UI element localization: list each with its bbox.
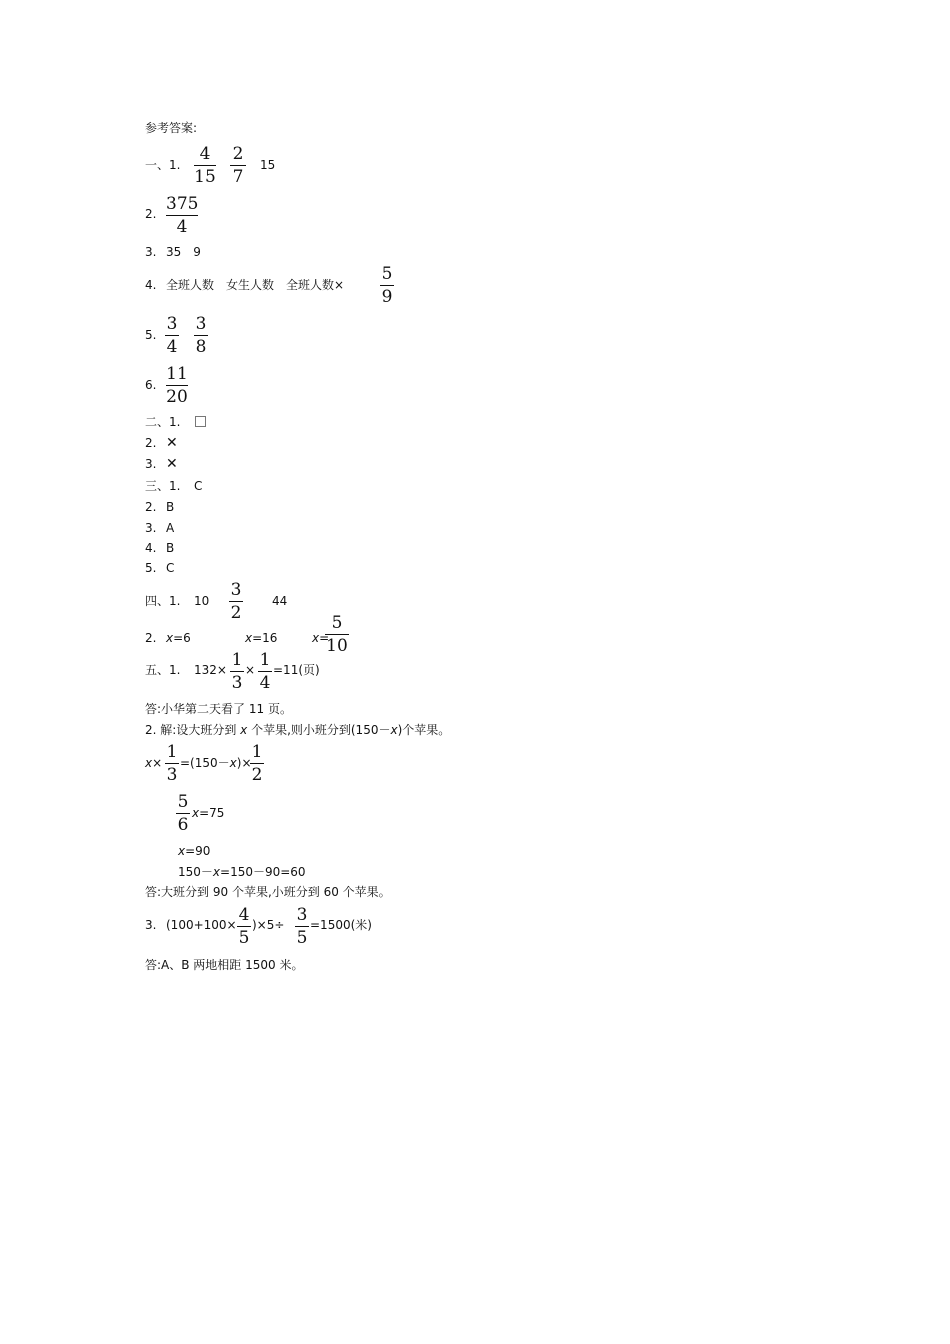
s1-q1-fraction-1 <box>194 144 216 187</box>
numerator: 4 <box>199 144 211 164</box>
answer-heading: 参考答案: <box>145 121 198 135</box>
variable-x: x <box>178 844 186 858</box>
s5-q2-eq4 <box>178 865 306 879</box>
s4-q2-label: 2. <box>145 631 157 645</box>
s1-q1-answer: 15 <box>260 158 276 172</box>
s5-q1-expr-a: 132× <box>194 663 227 677</box>
value: = <box>319 631 330 645</box>
variable-x: x <box>145 756 153 770</box>
s5-q3-expr-a: (100+100× <box>166 918 237 932</box>
s5-q3-expr-c: =1500(米) <box>310 918 372 932</box>
s3-q5-answer: C <box>166 561 175 575</box>
s5-q2-answer: 答:大班分到 90 个苹果,小班分到 60 个苹果。 <box>145 885 391 899</box>
expr: =(150－ <box>180 756 230 770</box>
numerator: 1 <box>259 650 271 670</box>
s5-q2-intro <box>145 723 450 737</box>
variable-x: x <box>212 865 221 879</box>
s5-q1-label: 五、1. <box>145 663 181 677</box>
s5-q2-eq1-b <box>180 756 252 770</box>
s1-q3-answer: 35 9 <box>166 245 201 259</box>
s3-q2-answer: B <box>166 500 175 514</box>
denominator: 4 <box>259 673 271 693</box>
s5-q1-fraction-1 <box>230 650 244 693</box>
s3-q5-label: 5. <box>145 561 157 575</box>
numerator: 375 <box>166 194 199 214</box>
s5-q2-eq2-fraction <box>176 792 190 835</box>
denominator: 6 <box>177 815 189 835</box>
s1-q6-label: 6. <box>145 378 157 392</box>
denominator: 8 <box>195 337 207 357</box>
s1-q4-answer: 全班人数 女生人数 全班人数× <box>166 278 345 292</box>
s4-q1-answer-c: 44 <box>272 594 288 608</box>
denominator: 2 <box>230 603 242 623</box>
s1-q4-label: 4. <box>145 278 157 292</box>
denominator: 10 <box>326 636 348 656</box>
denominator: 3 <box>166 765 178 785</box>
s5-q2-eq1-fraction-2 <box>250 742 264 785</box>
numerator: 1 <box>231 650 243 670</box>
s1-q2-label: 2. <box>145 207 157 221</box>
s2-q2-label: 2. <box>145 436 157 450</box>
s2-q3-label: 3. <box>145 457 157 471</box>
s5-q1-fraction-2 <box>258 650 272 693</box>
s4-q2-clipped-fraction-region <box>325 613 351 656</box>
s2-q1-label: 二、1. <box>145 415 181 429</box>
numerator: 3 <box>230 580 242 600</box>
s3-q1-label: 三、1. <box>145 479 181 493</box>
expr: =75 <box>199 806 225 820</box>
denominator: 7 <box>232 167 244 187</box>
s4-q2-answer-b <box>245 631 277 645</box>
s4-q2-answer-a <box>166 631 191 645</box>
denominator: 15 <box>194 167 216 187</box>
s1-q1-label: 一、1. <box>145 158 181 172</box>
s2-q2-cross-icon: ✕ <box>166 435 178 451</box>
s4-q2-fraction <box>325 613 349 656</box>
variable-x: x <box>312 631 320 645</box>
denominator: 4 <box>176 217 188 237</box>
s1-q1-fraction-2 <box>230 144 246 187</box>
variable-x: x <box>240 723 248 737</box>
intro-text: 解:设大班分到 <box>160 723 241 737</box>
variable-x: x <box>229 756 237 770</box>
intro-text: 个苹果,则小班分到(150－ <box>247 723 391 737</box>
s3-q1-answer: C <box>194 479 203 493</box>
numerator: 5 <box>331 613 343 633</box>
numerator: 1 <box>166 742 178 762</box>
operator: × <box>152 756 163 770</box>
s5-q3-label: 3. <box>145 918 157 932</box>
s2-q3-cross-icon: ✕ <box>166 456 178 472</box>
s5-q3-fraction-1 <box>237 905 251 948</box>
s5-q3-fraction-2 <box>295 905 309 948</box>
expr: =150－90=60 <box>220 865 306 879</box>
s5-q3-answer: 答:A、B 两地相距 1500 米。 <box>145 958 304 972</box>
s1-q3-label: 3. <box>145 245 157 259</box>
value: =6 <box>173 631 191 645</box>
s3-q4-label: 4. <box>145 541 157 555</box>
variable-x: x <box>390 723 398 737</box>
s5-q1-answer: 答:小华第二天看了 11 页。 <box>145 702 292 716</box>
s3-q3-label: 3. <box>145 521 157 535</box>
s5-q3-expr-b: )×5÷ <box>252 918 285 932</box>
s5-q1-expr-c: =11(页) <box>273 663 320 677</box>
variable-x: x <box>192 806 200 820</box>
s3-q2-label: 2. <box>145 500 157 514</box>
s4-q1-answer-a: 10 <box>194 594 210 608</box>
numerator: 3 <box>166 314 178 334</box>
denominator: 5 <box>296 928 308 948</box>
denominator: 3 <box>231 673 243 693</box>
numerator: 4 <box>238 905 250 925</box>
s1-q5-fraction-2 <box>194 314 208 357</box>
value: =16 <box>252 631 278 645</box>
s5-q2-eq2 <box>192 806 224 820</box>
s5-q1-expr-b: × <box>245 663 256 677</box>
denominator: 20 <box>166 387 188 407</box>
numerator: 3 <box>195 314 207 334</box>
numerator: 5 <box>381 264 393 284</box>
numerator: 2 <box>232 144 244 164</box>
s1-q5-fraction-1 <box>165 314 179 357</box>
s4-q1-fraction <box>229 580 243 623</box>
denominator: 2 <box>251 765 263 785</box>
expr: =90 <box>185 844 211 858</box>
denominator: 9 <box>381 287 393 307</box>
s2-q1-checkbox-icon <box>195 415 206 429</box>
expr: 150－ <box>178 865 213 879</box>
s1-q6-fraction <box>166 364 188 407</box>
numerator: 3 <box>296 905 308 925</box>
s1-q4-fraction <box>380 264 394 307</box>
s5-q2-label: 2. <box>145 723 157 737</box>
s3-q3-answer: A <box>166 521 175 535</box>
s5-q2-eq1-fraction-1 <box>165 742 179 785</box>
numerator: 1 <box>251 742 263 762</box>
s4-q1-label: 四、1. <box>145 594 181 608</box>
expr: )× <box>236 756 252 770</box>
denominator: 5 <box>238 928 250 948</box>
s1-q5-label: 5. <box>145 328 157 342</box>
s5-q2-eq1-a <box>145 756 162 770</box>
numerator: 5 <box>177 792 189 812</box>
s1-q2-fraction <box>166 194 198 237</box>
intro-text: )个苹果。 <box>397 723 451 737</box>
denominator: 4 <box>166 337 178 357</box>
variable-x: x <box>245 631 253 645</box>
variable-x: x <box>166 631 174 645</box>
numerator: 11 <box>166 364 188 384</box>
s3-q4-answer: B <box>166 541 175 555</box>
s5-q2-eq3 <box>178 844 210 858</box>
